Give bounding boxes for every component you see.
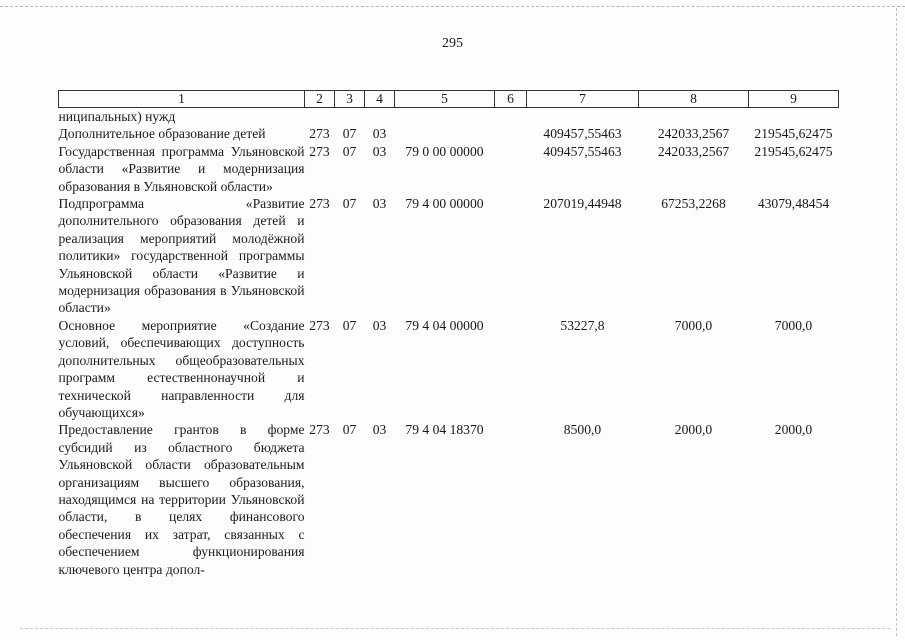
row-section: 07 xyxy=(342,317,357,333)
row-expense xyxy=(495,108,527,126)
row-admin: 273 xyxy=(309,126,330,142)
row-year1: 409457,55463 xyxy=(543,143,622,159)
row-name: Государственная программа Ульяновской области «Развитие и модернизация образования в Ульяновской области» xyxy=(58,143,305,194)
table-row xyxy=(59,317,839,421)
row-expense xyxy=(495,195,527,317)
table-row xyxy=(59,421,839,578)
row-target: 79 4 04 18370 xyxy=(405,422,484,438)
row-subsection: 03 xyxy=(372,126,387,142)
row-year2: 67253,2268 xyxy=(661,196,726,212)
row-name: Подпрограмма «Развитие дополнительного образования детей и реализация мероприятий молодёжной политики» государственной программы Ульяновской области «Развитие и модернизация образования в Ульяновской области» xyxy=(58,196,305,316)
row-target: 79 4 00 00000 xyxy=(405,196,484,212)
header-row xyxy=(59,91,839,108)
header-cell-9: 9 xyxy=(749,91,839,108)
row-section: 07 xyxy=(342,126,357,142)
header-cell-7: 7 xyxy=(527,91,639,108)
row-year1: 409457,55463 xyxy=(543,126,622,142)
header-cell-4: 4 xyxy=(365,91,395,108)
row-year2: 2000,0 xyxy=(674,422,713,438)
row-year3: 219545,62475 xyxy=(754,143,833,159)
row-year2: 7000,0 xyxy=(674,317,713,333)
header-cell-1: 1 xyxy=(59,91,305,108)
row-expense xyxy=(495,421,527,578)
page-number: 295 xyxy=(442,36,463,51)
header-cell-6: 6 xyxy=(495,91,527,108)
scan-edge-top xyxy=(0,6,905,7)
row-target xyxy=(395,108,495,126)
row-year3: 7000,0 xyxy=(774,317,813,333)
row-year1 xyxy=(527,108,639,126)
row-section: 07 xyxy=(342,143,357,159)
row-year3: 43079,48454 xyxy=(757,196,830,212)
row-subsection: 03 xyxy=(372,196,387,212)
row-section: 07 xyxy=(342,196,357,212)
row-year2: 242033,2567 xyxy=(657,143,730,159)
header-cell-8: 8 xyxy=(639,91,749,108)
table-row xyxy=(59,195,839,317)
row-section: 07 xyxy=(342,422,357,438)
row-target: 79 4 04 00000 xyxy=(405,317,484,333)
table-row xyxy=(59,108,839,126)
row-year2: 242033,2567 xyxy=(657,126,730,142)
row-subsection: 03 xyxy=(372,317,387,333)
row-section xyxy=(335,108,365,126)
budget-table xyxy=(58,90,839,578)
row-expense xyxy=(495,317,527,421)
row-year2 xyxy=(639,108,749,126)
row-year3 xyxy=(749,108,839,126)
row-year3: 219545,62475 xyxy=(754,126,833,142)
row-admin: 273 xyxy=(309,317,330,333)
row-target: 79 0 00 00000 xyxy=(405,143,484,159)
row-name: Предоставление грантов в форме субсидий из областного бюджета Ульяновской области образовательным организациям высшего образования, находящимся на территории Ульяновской области, в целях финансового обеспечения их затрат, связанных с обеспечением функционирования ключевого центра допол- xyxy=(58,422,305,577)
row-admin: 273 xyxy=(309,422,330,438)
row-year1: 8500,0 xyxy=(563,422,602,438)
row-year1: 53227,8 xyxy=(560,317,605,333)
row-expense xyxy=(495,143,527,195)
row-subsection: 03 xyxy=(372,422,387,438)
row-name: ниципальных) нужд xyxy=(58,109,176,124)
table-row xyxy=(59,125,839,142)
row-year1: 207019,44948 xyxy=(543,196,622,212)
scan-edge-bottom xyxy=(20,628,890,629)
row-name: Основное мероприятие «Создание условий, обеспечивающих доступность дополнительных общеобразовательных программ естественнонаучной и технической направленности для обучающихся» xyxy=(58,317,305,420)
scan-edge-right xyxy=(896,8,897,636)
row-target xyxy=(395,125,495,142)
row-subsection xyxy=(365,108,395,126)
header-cell-2: 2 xyxy=(305,91,335,108)
row-admin: 273 xyxy=(309,196,330,212)
row-year3: 2000,0 xyxy=(774,422,813,438)
row-admin: 273 xyxy=(309,143,330,159)
row-subsection: 03 xyxy=(372,143,387,159)
table-row xyxy=(59,143,839,195)
row-expense xyxy=(495,125,527,142)
header-cell-5: 5 xyxy=(395,91,495,108)
header-cell-3: 3 xyxy=(335,91,365,108)
row-admin xyxy=(305,108,335,126)
row-name: Дополнительное образование детей xyxy=(58,126,266,142)
